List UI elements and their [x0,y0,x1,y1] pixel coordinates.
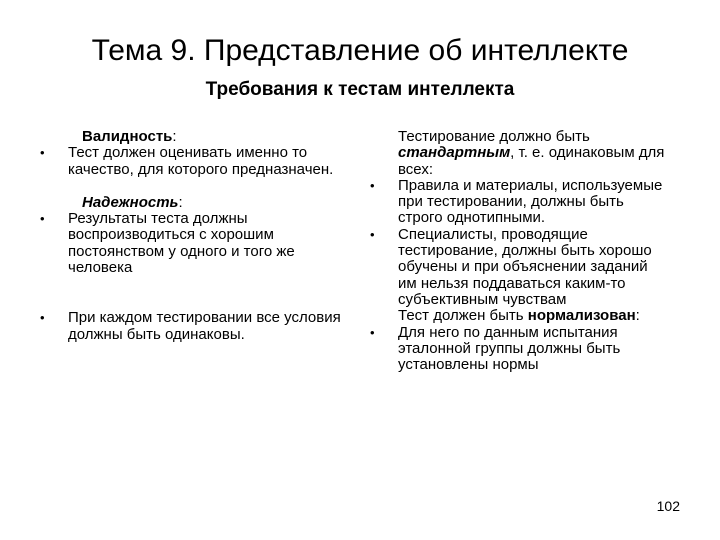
page-number: 102 [656,498,680,514]
bullet-icon: • [370,177,375,193]
list-item [370,227,670,308]
conditions-text: При каждом тестировании все условия должны быть одинаковы. [68,309,341,343]
norms-text: Для него по данным испытания эталонной группы должны быть установлены нормы [398,323,621,374]
list-item [370,178,670,227]
normalization-heading: Тест должен быть нормализован: [398,307,640,325]
list-item [40,310,350,343]
left-column [40,129,350,343]
bullet-icon: • [370,226,375,242]
standardization-intro: Тестирование должно быть стандартным, т. е. одинаковым для всех: [398,128,665,178]
validity-heading: Валидность: [82,128,177,145]
list-item [40,211,350,276]
right-column [370,129,670,373]
specialists-text: Специалисты, проводящие тестирование, должны быть хорошо обучены и при объяснении заданий им нельзя поддаваться каким-то субъективным чувствам [398,225,652,308]
reliability-heading: Надежность: [82,193,183,211]
list-item [40,145,350,178]
slide-title: Тема 9. Представление об интеллекте [91,34,629,67]
list-item [370,325,670,374]
bullet-icon: • [40,211,45,227]
bullet-icon: • [370,324,375,340]
rules-text: Правила и материалы, используемые при тестировании, должны быть строго однотипными. [398,176,663,227]
bullet-icon: • [40,310,45,326]
validity-text: Тест должен оценивать именно то качество, для которого предназначен. [68,144,334,178]
slide-subtitle: Требования к тестам интеллекта [205,79,515,100]
bullet-icon: • [40,145,45,161]
reliability-text: Результаты теста должны воспроизводиться с хорошим постоянством у одного и того же человека [68,210,295,277]
